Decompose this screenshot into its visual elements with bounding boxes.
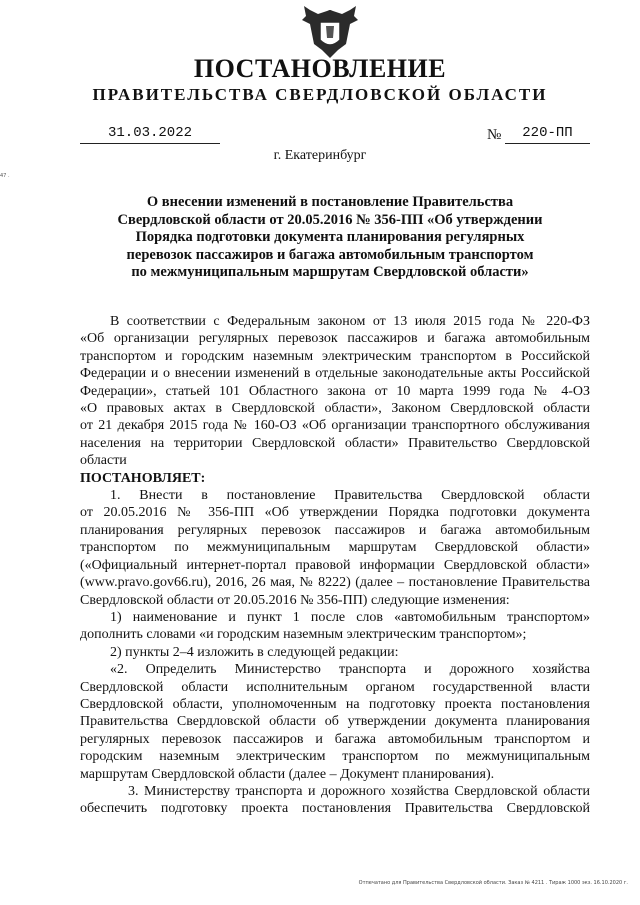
- body-line: маршрутам Свердловской области (далее – Документ планирования).: [80, 766, 495, 782]
- body-line: (www.pravo.gov66.ru), 2016, 26 мая, № 8222) (далее – постановление Правительства: [80, 575, 590, 591]
- title-line: Свердловской области от 20.05.2016 № 356-ПП «Об утверждении: [117, 211, 543, 228]
- body-line: области: [80, 453, 127, 469]
- body-line: 2) пункты 2–4 изложить в следующей редакции:: [110, 644, 399, 660]
- document-number: 220-ПП: [505, 125, 590, 144]
- body-line: «О правовых актах в Свердловской области», Законом Свердловской области: [80, 401, 590, 417]
- body-line: от 20.05.2016 № 356-ПП «Об утверждении Порядка подготовки документа: [80, 505, 590, 521]
- body-line: транспортом по межмуниципальным маршрутам Свердловской области»: [80, 540, 590, 556]
- body-line: регулярных перевозок пассажиров и багажа автомобильным транспортом и: [80, 731, 590, 747]
- body-line: «2. Определить Министерство транспорта и дорожного хозяйства: [110, 662, 590, 678]
- title-line: О внесении изменений в постановление Правительства: [146, 194, 514, 210]
- document-title: [80, 194, 580, 282]
- body-line: от 21 декабря 2015 года № 160-ОЗ «Об организации транспортного обслуживания: [80, 418, 590, 434]
- body-line: планирования регулярных перевозок пассажиров и багажа автомобильным: [80, 522, 590, 538]
- body-line: 1. Внести в постановление Правительства Свердловской области: [110, 488, 590, 504]
- body-line: транспортом и городским наземным электрическим транспортом в Российской: [80, 348, 590, 364]
- body-line: населения на территории Свердловской области» Правительство Свердловской: [80, 435, 590, 451]
- body-line: Федерации», статьей 101 Областного закона от 10 марта 1999 года № 4-ОЗ: [80, 383, 590, 399]
- resolves-heading: ПОСТАНОВЛЯЕТ:: [80, 470, 206, 486]
- body-line: Свердловской области исполнительным органом государственной власти: [80, 679, 590, 695]
- title-line: по межмуниципальным маршрутам Свердловской области»: [131, 264, 529, 280]
- body-line: 1) наименование и пункт 1 после слов «автомобильным транспортом»: [110, 609, 590, 625]
- body-line: дополнить словами «и городским наземным электрическим транспортом»;: [80, 627, 527, 643]
- body-line: городским наземным электрическим транспортом по межмуниципальным: [80, 749, 590, 765]
- city: г. Екатеринбург: [273, 148, 367, 163]
- body-line: 3. Министерству транспорта и дорожного хозяйства Свердловской области: [128, 783, 590, 799]
- body-line: Свердловской области от 20.05.2016 № 356-ПП) следующие изменения:: [80, 592, 510, 608]
- issuing-authority: ПРАВИТЕЛЬСТВА СВЕРДЛОВСКОЙ ОБЛАСТИ: [92, 85, 548, 104]
- body-line: В соответствии с Федеральным законом от 13 июля 2015 года № 220-ФЗ: [110, 314, 590, 329]
- body-line: «Об организации регулярных перевозок пассажиров и багажа автомобильным: [80, 331, 590, 347]
- document-type: ПОСТАНОВЛЕНИЕ: [193, 54, 447, 83]
- body-line: («Официальный интернет-портал правовой информации Свердловской области»: [80, 557, 590, 573]
- print-footer: Отпечатано для Правительства Свердловской области. Заказ № 4211 . Тираж 1000 экз. 16.10.2020 г.: [358, 880, 628, 886]
- body-line: обеспечить подготовку проекта постановления Правительства Свердловской: [80, 801, 590, 817]
- number-label: №: [487, 127, 502, 143]
- document-body: [80, 313, 590, 818]
- body-line: Правительства Свердловской области об утверждении документа планирования: [80, 714, 590, 730]
- margin-mark: 47 .: [0, 173, 10, 179]
- title-line: перевозок пассажиров и багажа автомобильным транспортом: [126, 246, 534, 263]
- coat-of-arms-emblem: [300, 4, 360, 60]
- document-date: 31.03.2022: [80, 125, 220, 144]
- body-line: Федерации и о внесении изменений в отдельные законодательные акты Российской: [80, 366, 590, 382]
- title-line: Порядка подготовки документа планирования регулярных: [135, 229, 525, 245]
- body-line: Свердловской области, уполномоченным на подготовку проекта постановления: [80, 696, 590, 712]
